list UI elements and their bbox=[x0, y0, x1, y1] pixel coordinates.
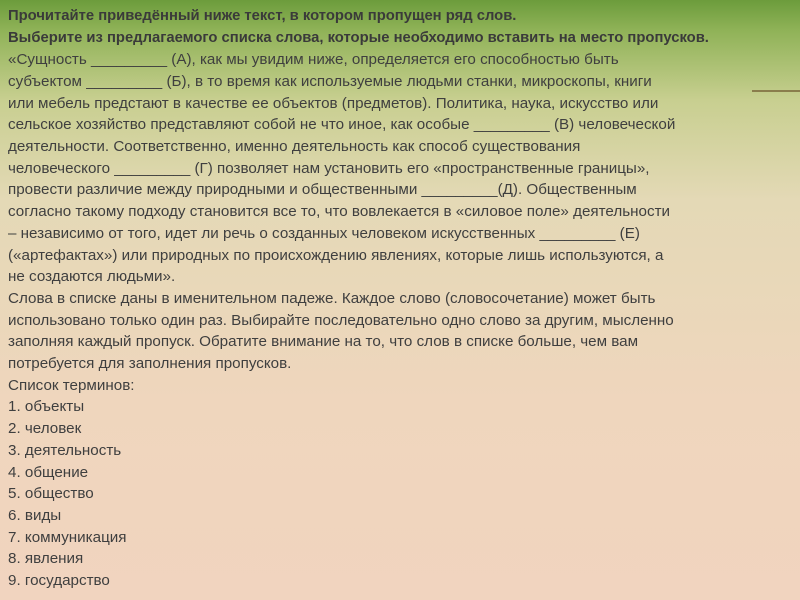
passage-line: деятельности. Соответственно, именно деятельность как способ существования bbox=[8, 138, 581, 155]
note-line: заполняя каждый пропуск. Обратите внимание на то, что слов в списке больше, чем вам bbox=[8, 333, 639, 351]
passage-line: или мебель предстают в качестве ее объектов (предметов). Политика, наука, искусство или bbox=[8, 94, 659, 112]
passage-text bbox=[8, 49, 792, 288]
term-item: 1. объекты bbox=[8, 398, 85, 416]
instructions-note bbox=[8, 288, 792, 375]
passage-line: человеческого _________ (Г) позволяет нам установить его «пространственные границы», bbox=[8, 159, 650, 177]
note-line: Слова в списке даны в именительном падеже. Каждое слово (словосочетание) может быть bbox=[8, 289, 656, 307]
term-item: 6. виды bbox=[8, 506, 62, 524]
term-item: 4. общение bbox=[8, 463, 89, 481]
passage-line: сельское хозяйство представляют собой не что иное, как особые _________ (В) человеческой bbox=[8, 116, 676, 134]
passage-line: провести различие между природными и общественными _________(Д). Общественным bbox=[8, 181, 637, 199]
term-item: 3. деятельность bbox=[8, 441, 122, 459]
term-item: 9. государство bbox=[8, 572, 110, 590]
instructions-line: Выберите из предлагаемого списка слова, которые необходимо вставить на место пропусков. bbox=[8, 29, 709, 46]
term-item: 5. общество bbox=[8, 485, 94, 503]
note-line: потребуется для заполнения пропусков. bbox=[8, 355, 292, 373]
passage-line: не создаются людьми». bbox=[8, 268, 176, 286]
slide-content bbox=[8, 6, 792, 592]
passage-line: «Сущность _________ (А), как мы увидим ниже, определяется его способностью быть bbox=[8, 51, 619, 69]
terms-list bbox=[8, 375, 792, 592]
note-line: использовано только один раз. Выбирайте последовательно одно слово за другим, мысленно bbox=[8, 311, 674, 329]
terms-heading: Список терминов: bbox=[8, 376, 135, 394]
instructions bbox=[8, 6, 792, 49]
passage-line: («артефактах») или природных по происхождению явлениях, которые лишь используются, а bbox=[8, 246, 664, 264]
instructions-line: Прочитайте приведённый ниже текст, в котором пропущен ряд слов. bbox=[8, 8, 517, 24]
term-item: 8. явления bbox=[8, 550, 84, 568]
passage-line: – независимо от того, идет ли речь о созданных человеком искусственных _________ (Е) bbox=[8, 224, 640, 242]
passage-line: субъектом _________ (Б), в то время как используемые людьми станки, микроскопы, книги bbox=[8, 72, 652, 90]
term-item: 7. коммуникация bbox=[8, 528, 127, 546]
passage-line: согласно такому подходу становится все то, что вовлекается в «силовое поле» деятельности bbox=[8, 203, 671, 221]
term-item: 2. человек bbox=[8, 420, 82, 438]
